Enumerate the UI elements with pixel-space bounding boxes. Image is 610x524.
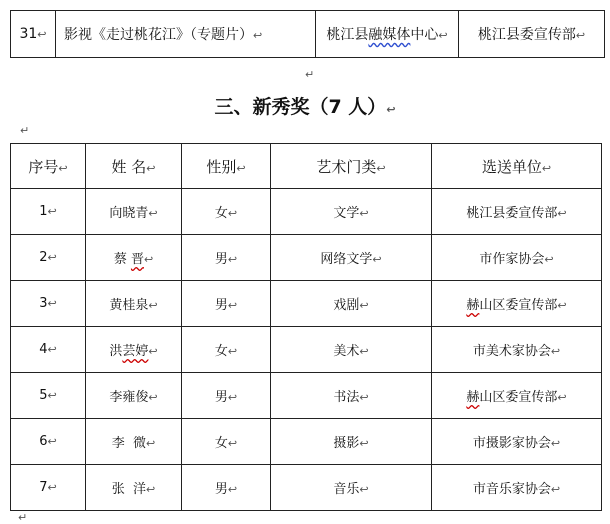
work-title-cell[interactable]: 影视《走过桃花江》（专题片）↩ [56,11,316,58]
producer-unit-cell[interactable]: 桃江县融媒体中心↩ [316,11,459,58]
gender-cell[interactable]: 女↩ [182,327,271,373]
header-category: 艺术门类↩ [271,144,432,189]
table-row [11,281,602,327]
table-row [11,373,602,419]
gender-cell[interactable]: 女↩ [182,189,271,235]
name-cell[interactable]: 黄桂泉↩ [86,281,182,327]
table-row [11,465,602,511]
submitting-unit-cell[interactable]: 桃江县委宣传部↩ [459,11,605,58]
name-cell[interactable]: 洪芸婷↩ [86,327,182,373]
unit-cell[interactable]: 市美术家协会↩ [432,327,602,373]
header-name: 姓 名↩ [86,144,182,189]
number-cell[interactable]: 5↩ [11,373,86,419]
number-cell[interactable]: 2↩ [11,235,86,281]
name-cell[interactable]: 张 洋↩ [86,465,182,511]
award-table [10,143,602,511]
paragraph-mark: ↵ [18,511,28,524]
section-heading: 三、新秀奖（7 人）↩ [214,96,396,118]
number-cell[interactable]: 1↩ [11,189,86,235]
category-cell[interactable]: 美术↩ [271,327,432,373]
table-header-row [11,144,602,189]
unit-cell[interactable]: 市摄影家协会↩ [432,419,602,465]
gender-cell[interactable]: 男↩ [182,465,271,511]
number-cell[interactable]: 4↩ [11,327,86,373]
gender-cell[interactable]: 女↩ [182,419,271,465]
unit-cell[interactable]: 市音乐家协会↩ [432,465,602,511]
category-cell[interactable]: 摄影↩ [271,419,432,465]
gender-cell[interactable]: 男↩ [182,235,271,281]
gender-cell[interactable]: 男↩ [182,373,271,419]
paragraph-mark: ↵ [305,68,315,81]
table-row [11,189,602,235]
category-cell[interactable]: 书法↩ [271,373,432,419]
name-cell[interactable]: 向晓青↩ [86,189,182,235]
number-cell[interactable]: 6↩ [11,419,86,465]
table-row [11,11,605,58]
paragraph-mark: ↵ [20,124,30,137]
category-cell[interactable]: 网络文学↩ [271,235,432,281]
header-number: 序号↩ [11,144,86,189]
unit-cell[interactable]: 市作家协会↩ [432,235,602,281]
category-cell[interactable]: 音乐↩ [271,465,432,511]
unit-cell[interactable]: 赫山区委宣传部↩ [432,373,602,419]
name-cell[interactable]: 李 微↩ [86,419,182,465]
name-cell[interactable]: 李雍俊↩ [86,373,182,419]
table-row [11,327,602,373]
unit-cell[interactable]: 赫山区委宣传部↩ [432,281,602,327]
continued-table-row [10,10,605,58]
number-cell[interactable]: 7↩ [11,465,86,511]
table-row [11,419,602,465]
row-number-cell[interactable]: 31↩ [11,11,56,58]
gender-cell[interactable]: 男↩ [182,281,271,327]
category-cell[interactable]: 文学↩ [271,189,432,235]
number-cell[interactable]: 3↩ [11,281,86,327]
header-gender: 性别↩ [182,144,271,189]
unit-cell[interactable]: 桃江县委宣传部↩ [432,189,602,235]
category-cell[interactable]: 戏剧↩ [271,281,432,327]
name-cell[interactable]: 蔡 晋↩ [86,235,182,281]
table-row [11,235,602,281]
header-unit: 选送单位↩ [432,144,602,189]
